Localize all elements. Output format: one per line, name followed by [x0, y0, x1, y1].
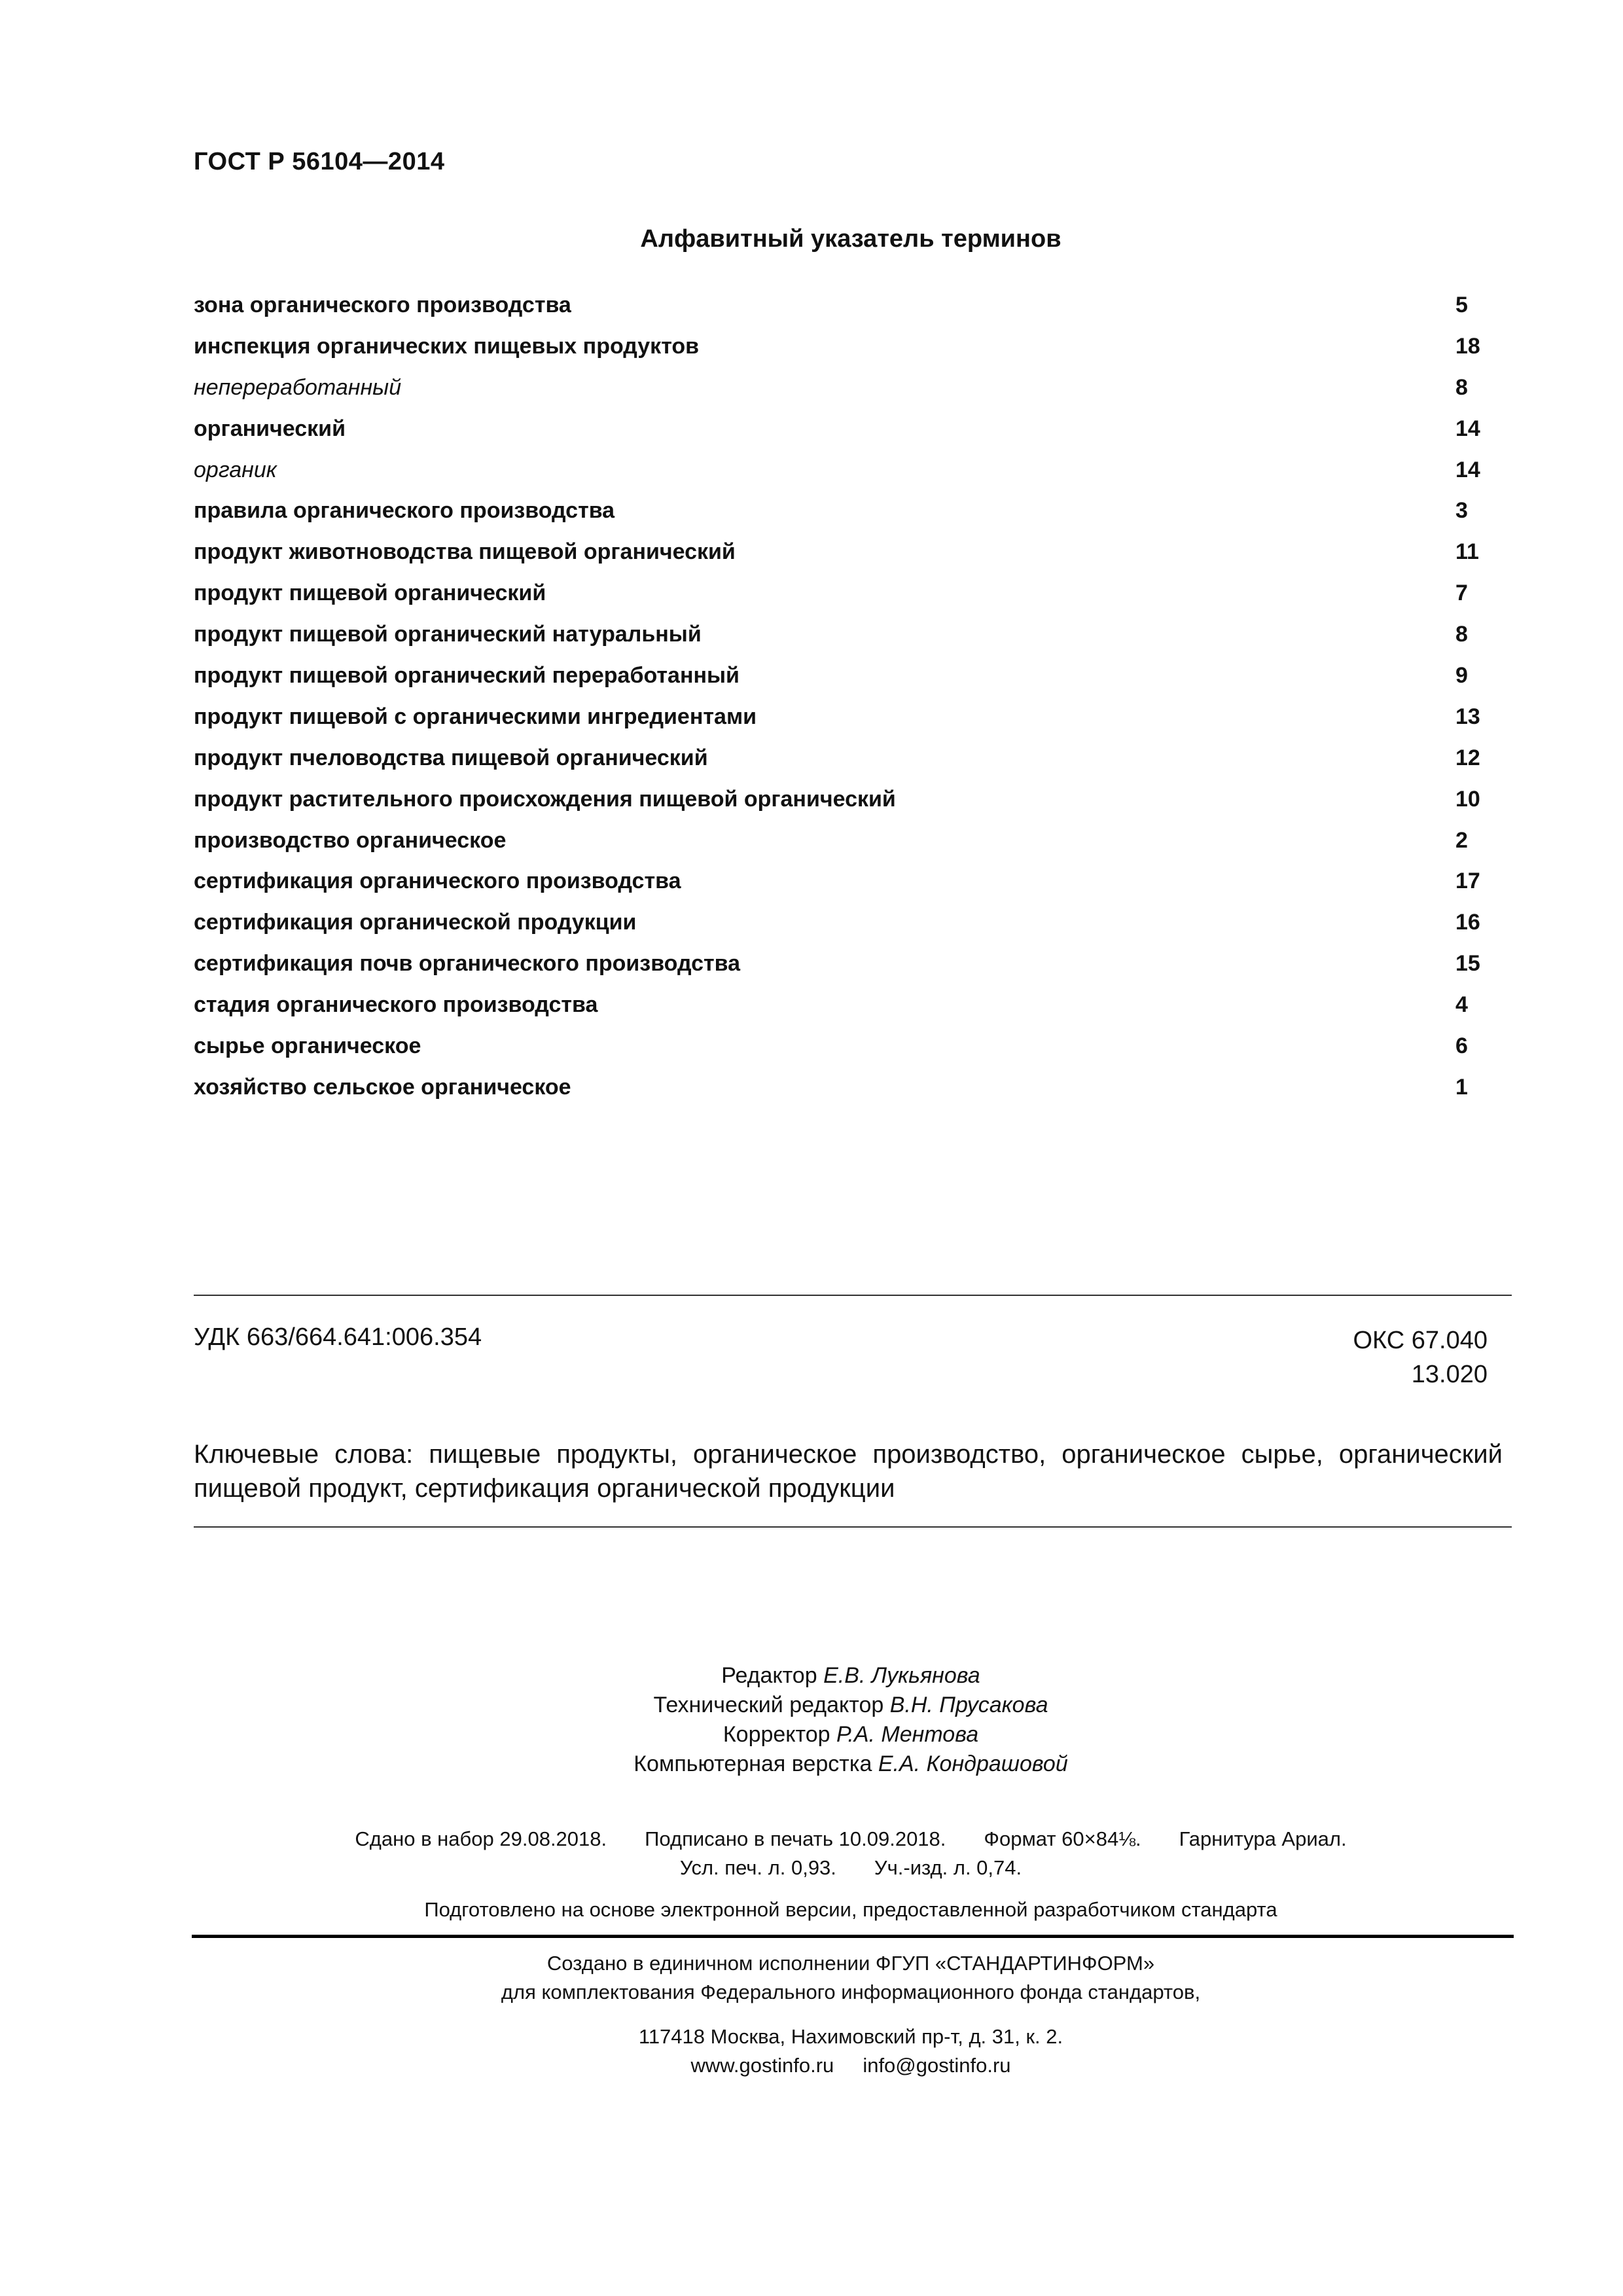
index-term: продукт растительного происхождения пищевой органический	[194, 786, 896, 812]
proofreader-name: Р.А. Ментова	[836, 1722, 979, 1747]
index-term-number: 7	[1455, 581, 1468, 606]
index-entry	[194, 535, 1492, 576]
oks-code-secondary: 13.020	[1411, 1361, 1488, 1388]
index-term-number: 4	[1455, 992, 1468, 1018]
index-entry	[194, 1070, 1492, 1111]
index-entry	[194, 617, 1492, 658]
oks-code-primary: ОКС 67.040	[1353, 1327, 1488, 1354]
print-info	[0, 1825, 1623, 1882]
prepared-note: Подготовлено на основе электронной версии, предоставленной разработчиком стандарта	[424, 1898, 1277, 1921]
tech-editor-name: В.Н. Прусакова	[889, 1693, 1048, 1717]
index-term: продукт пищевой органический	[194, 581, 546, 606]
publisher-block	[0, 1949, 1623, 2007]
editor-name: Е.В. Лукьянова	[823, 1663, 980, 1688]
publisher-line2: для комплектования Федерального информационного фонда стандартов,	[501, 1981, 1201, 2003]
top-divider	[194, 1295, 1512, 1296]
index-term: сырье органическое	[194, 1033, 421, 1059]
index-entry	[194, 412, 1492, 453]
credits-block	[0, 1661, 1623, 1779]
index-title: Алфавитный указатель терминов	[640, 225, 1061, 253]
index-term: правила органического производства	[194, 498, 615, 524]
editor-label: Редактор	[721, 1663, 817, 1688]
credit-proofreader	[0, 1720, 1623, 1749]
layout-name: Е.А. Кондрашовой	[878, 1751, 1068, 1776]
index-term-number: 5	[1455, 293, 1468, 317]
index-entry	[194, 905, 1492, 946]
index-term-number: 14	[1455, 457, 1480, 482]
index-term: органик	[194, 457, 277, 482]
credit-editor	[0, 1661, 1623, 1691]
address-block	[0, 2022, 1623, 2080]
index-entry	[194, 453, 1492, 494]
website-link[interactable]: www.gostinfo.ru	[690, 2054, 834, 2077]
index-entry	[194, 329, 1492, 370]
index-term: продукт пищевой с органическими ингредиентами	[194, 704, 757, 729]
oks-codes	[1353, 1323, 1488, 1391]
thick-divider	[192, 1935, 1514, 1938]
index-term-number: 16	[1455, 910, 1480, 935]
index-term-number: 12	[1455, 745, 1480, 770]
index-term: непереработанный	[194, 374, 402, 400]
index-term-number: 6	[1455, 1033, 1468, 1059]
index-term-number: 9	[1455, 663, 1468, 689]
index-entry	[194, 1029, 1492, 1070]
index-entry	[194, 823, 1492, 865]
index-term-number: 3	[1455, 498, 1468, 524]
index-term-number: 17	[1455, 869, 1480, 894]
index-term-number: 8	[1455, 374, 1468, 400]
term-index-list	[194, 288, 1492, 1111]
paper-format: Формат 60×84⅛.	[984, 1827, 1141, 1850]
index-term: продукт животноводства пищевой органический	[194, 539, 736, 565]
index-term-number: 10	[1455, 786, 1480, 812]
index-term-number: 14	[1455, 416, 1480, 441]
index-term: хозяйство сельское органическое	[194, 1074, 571, 1100]
index-term: продукт пищевой органический переработанный	[194, 663, 740, 689]
index-term-number: 2	[1455, 827, 1468, 853]
index-entry	[194, 864, 1492, 905]
index-term: продукт пчеловодства пищевой органический	[194, 745, 708, 770]
publication-sheets: Уч.-изд. л. 0,74.	[874, 1856, 1022, 1879]
index-entry	[194, 658, 1492, 700]
index-term: продукт пищевой органический натуральный	[194, 622, 702, 647]
udk-code: УДК 663/664.641:006.354	[194, 1323, 482, 1351]
index-entry	[194, 988, 1492, 1029]
document-code: ГОСТ Р 56104—2014	[194, 148, 445, 175]
index-term-number: 8	[1455, 622, 1468, 647]
index-entry	[194, 741, 1492, 782]
publisher-address: 117418 Москва, Нахимовский пр-т, д. 31, к. 2.	[638, 2025, 1063, 2048]
publisher-line1: Создано в единичном исполнении ФГУП «СТАНДАРТИНФОРМ»	[546, 1952, 1155, 1975]
index-term-number: 18	[1455, 333, 1480, 359]
index-term: органический	[194, 416, 346, 441]
sent-to-set-date: Сдано в набор 29.08.2018.	[355, 1827, 607, 1850]
index-entry	[194, 700, 1492, 741]
index-term: сертификация органической продукции	[194, 910, 637, 935]
index-entry	[194, 782, 1492, 823]
index-term: сертификация органического производства	[194, 869, 681, 894]
proofreader-label: Корректор	[722, 1722, 830, 1747]
tech-editor-label: Технический редактор	[653, 1693, 884, 1717]
email-link[interactable]: info@gostinfo.ru	[863, 2054, 1011, 2077]
index-entry	[194, 946, 1492, 988]
index-term: инспекция органических пищевых продуктов	[194, 333, 700, 359]
index-term: зона органического производства	[194, 293, 571, 317]
index-term-number: 15	[1455, 951, 1480, 977]
typeface: Гарнитура Ариал.	[1179, 1827, 1347, 1850]
print-sheets: Усл. печ. л. 0,93.	[679, 1856, 836, 1879]
index-term-number: 13	[1455, 704, 1480, 729]
index-term: производство органическое	[194, 827, 507, 853]
keywords: Ключевые слова: пищевые продукты, органическое производство, органическое сырье, органический пищевой продукт, сертификация органической продукции	[194, 1440, 1503, 1503]
index-entry	[194, 288, 1492, 329]
signed-date: Подписано в печать 10.09.2018.	[645, 1827, 946, 1850]
index-entry	[194, 576, 1492, 617]
layout-label: Компьютерная верстка	[633, 1751, 872, 1776]
index-term: сертификация почв органического производства	[194, 951, 741, 977]
index-term: стадия органического производства	[194, 992, 598, 1018]
credit-tech-editor	[0, 1691, 1623, 1720]
credit-layout	[0, 1749, 1623, 1779]
index-entry	[194, 370, 1492, 412]
index-entry	[194, 493, 1492, 535]
index-term-number: 1	[1455, 1074, 1468, 1100]
bottom-divider	[194, 1526, 1512, 1528]
index-term-number: 11	[1455, 539, 1479, 565]
